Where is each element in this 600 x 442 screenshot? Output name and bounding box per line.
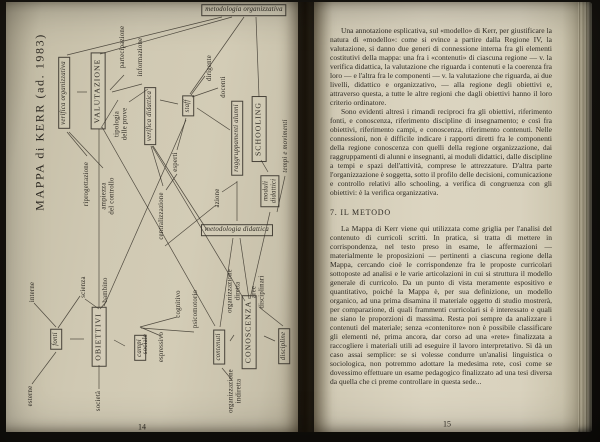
- diagram-node-ampiezza-del-controllo: ampiezza del controllo: [100, 177, 115, 215]
- diagram-node-dirigente: dirigente: [206, 55, 214, 81]
- diagram-node-centralizzazione: centralizzazione: [158, 192, 166, 240]
- diagram-node-raggruppamenti-alunni: raggruppamenti alunni: [231, 100, 243, 175]
- diagram-node-espressivo: espressivo: [158, 331, 166, 363]
- diagram-node-metodologia-organizzativa: metodologia organizzativa: [201, 4, 286, 16]
- diagram-node-interne: interne: [29, 281, 37, 303]
- diagram-node-partecipazione: partecipazione: [119, 25, 127, 69]
- diagram-node-verifica-didattica: verifica didattica: [144, 87, 156, 145]
- paragraph-rimandi: Sono evidenti altresì i rimandi reciproci fra gli obiettivi, riferimento fonti, e conoscenza, riferimento discipline di insegnamento; e così fra obiettivi, riferimento campi, e conoscenza, riferimento contenuti. Nelle connessioni, non è difficile indicare i rapporti diretti fra le componenti della regione conoscenza con quelli della regione organizzazione, dai raggruppamenti di alunni e insegnanti, ai moduli didattici, dalle discipline a tempi e spazi dell'attività, comprese le attrezzature. D'altra parte l'organizzazione è soggetta, sotto il profilo delle decisioni, comunicazione e controllo relativi allo schooling, a verifica di congruenza con gli obiettivi: è la verifica organizzativa.: [330, 107, 552, 197]
- paragraph-metodo: La Mappa di Kerr viene qui utilizzata come griglia per l'analisi del contenuto di curricoli scritti. In pratica, si tratta di mettere in corrispondenza, nel testo preso in esame, le affermazioni — materialmente le proposizioni — pertinenti a ciascuna regione della Mappa, cercando cioè le corrispondenze fra le proposte curricolari sottoposte ad analisi e le varie articolazioni in cui si struttura il modello generale di curricolo. Da un punto di vista meramente espositivo e quantitativo, poiché la Mappa è, per sua definizione, un modello organico, ad una prima disamina il materiale oggetto di studio mostrerà, per comparazione, di quali frammenti curricolari si è interessato e quali ne siano le proporzioni di massima. Resta poi sempre da analizzare i contenuti del materiale; senza «contenitore» non è possibile classificare gli elementi né, prima ancora, dar corso ad una «rete» finalizzata a raccogliere i materiali utili ad eseguire il lavoro interpretativo. Si dà un caso assai semplice: se si volesse condurre un'analisi linguistica o sociologica, non potremmo adottare la medesima rete, così come se dovessimo effettuare un esame pedagogico finalizzato ad una tesi diversa da quella che ci preme controllare in questa sede...: [330, 224, 552, 386]
- diagram-node-contenuti: contenuti: [213, 329, 225, 364]
- diagram-node-esterne: esterne: [27, 385, 35, 407]
- diagram-node-psicomotorio: psicomotorio: [192, 289, 200, 329]
- diagram-node-obiettivi: OBIETTIVI: [92, 307, 107, 367]
- diagram-node-riprogettazione: riprogettazione: [83, 161, 91, 207]
- page-number-right: 15: [443, 419, 451, 429]
- diagram-node-fonti: fonti: [50, 328, 62, 349]
- page-number-left: 14: [138, 422, 146, 432]
- diagram-node-sociale: sociale: [142, 333, 150, 355]
- diagram-node-informazione: informazione: [137, 37, 145, 77]
- paragraph-annotation: Una annotazione esplicativa, sul «modello» di Kerr, per giustificare la natura di «modello»: come si evince a partire dalla Regione IV, la valutazione, si danno due generi di connessione interna fra gli elementi costitutivi della mappa: una fra i «contenuti» di ciascuna regione — v. la verifica didattica, la valutazione che riguarda i contenuti e la coerenza fra loro — e l'altra fra le componenti — v. la valutazione che riguarda, ai due livelli, didattico e organizzativo, — alla regione degli obiettivi e, attraverso questa, a tutte le altre regioni che dagli obiettivi hanno il loro criterio ordinatore.: [330, 26, 552, 107]
- diagram-node-bambino: bambino: [102, 277, 110, 303]
- diagram-node-tipologia-delle-prove: tipologia delle prove: [113, 107, 128, 141]
- diagram-node-esperti: esperti: [172, 152, 180, 172]
- diagram-node-valutazione: VALUTAZIONE: [91, 53, 106, 130]
- diagram-node-societ: società: [95, 390, 103, 412]
- diagram-node-docenti: docenti: [220, 76, 228, 98]
- diagram-node-azione: azione: [214, 188, 222, 208]
- diagram-node-verifica-organizzativa: verifica organizzativa: [58, 57, 70, 129]
- section-heading: 7. IL METODO: [330, 208, 391, 217]
- diagram-node-campi: campi: [134, 335, 146, 361]
- diagram-node-staff: staff: [182, 96, 194, 117]
- diagram-node-moduli-didattici: moduli didattici: [260, 175, 279, 207]
- diagram-node-organizzazione-indiretta: organizzazione indiretta: [227, 369, 242, 413]
- diagram-node-discipline: discipline: [278, 328, 290, 364]
- diagram-node-organizzazione-diretta: organizzazione diretta: [226, 269, 241, 313]
- diagram-node-tempi-e-movimenti: tempi e movimenti: [282, 119, 290, 173]
- diagram-node-mappa-di-kerr-ad-1983: MAPPA di KERR (ad. 1983): [32, 33, 47, 211]
- diagram-node-schooling: SCHOOLING: [252, 96, 267, 162]
- diagram-node-cognitivo: cognitivo: [175, 290, 183, 318]
- diagram-node-aree-disciplinari: aree disciplinari: [250, 275, 265, 309]
- diagram-node-metodologia-didattica: metodologia didattica: [201, 224, 273, 236]
- diagram-node-conoscenza: CONOSCENZA: [242, 295, 257, 369]
- diagram-node-scienza: scienza: [80, 276, 88, 298]
